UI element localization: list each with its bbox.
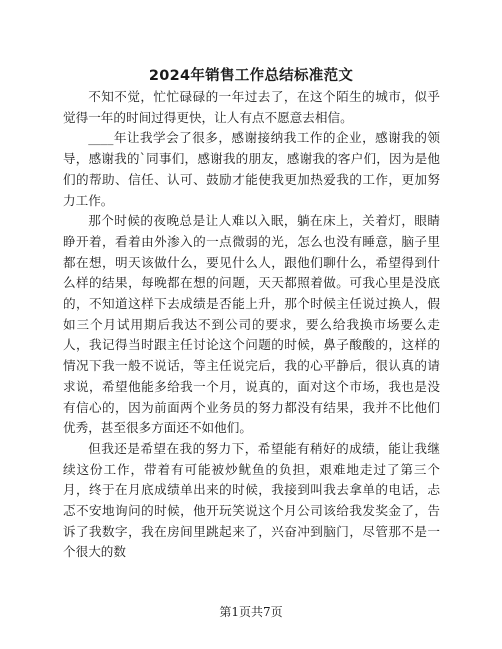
page-number-footer: 第1页共7页 — [219, 605, 283, 619]
document-body — [63, 87, 440, 563]
paragraph-3: 那个时候的夜晚总是让人难以入眠，躺在床上，关着灯，眼睛睁开着，看着由外渗入的一点微弱的光，怎么也没有睡意，脑子里都在想，明天该做什么，要见什么人，跟他们聊什么，希望得到什么样的结果，每晚都在想的问题，天天都照着做。可我心里是没底的，不知道这样下去成绩是否能上升，那个时候主任说过换人，假如三个月试用期后我达不到公司的要求，要么给我换市场要么走人，我记得当时跟主任讨论这个问题的时候，鼻子酸酸的，这样的情况下我一般不说话，等主任说完后，我的心平静后，很认真的请求说，希望他能多给我一个月，说真的，面对这个市场，我也是没有信心的，因为前面两个业务员的努力都没有结果，我并不比他们优秀，甚至很多方面还不如他们。 — [63, 213, 440, 436]
paragraph-2: ____年让我学会了很多，感谢接纳我工作的企业，感谢我的领导，感谢我的`同事们，感谢我的朋友，感谢我的客户们，因为是他们的帮助、信任、认可、鼓励才能使我更加热爱我的工作，更加努力工作。 — [63, 130, 440, 208]
paragraph-4: 但我还是希望在我的努力下，希望能有稍好的成绩，能让我继续这份工作，带着有可能被炒鱿鱼的负担，艰难地走过了第三个月，终于在月底成绩单出来的时候，我接到叫我去拿单的电话，忐忑不安地询问的时候，他开玩笑说这个月公司该给我发奖金了，告诉了我数字，我在房间里跳起来了，兴奋冲到脑门，尽管那不是一个很大的数 — [63, 440, 440, 560]
paragraph-1: 不知不觉，忙忙碌碌的一年过去了，在这个陌生的城市，似乎觉得一年的时间过得更快，让人有点不愿意去相信。 — [63, 89, 440, 125]
document-title: 2024年销售工作总结标准范文 — [148, 68, 354, 84]
